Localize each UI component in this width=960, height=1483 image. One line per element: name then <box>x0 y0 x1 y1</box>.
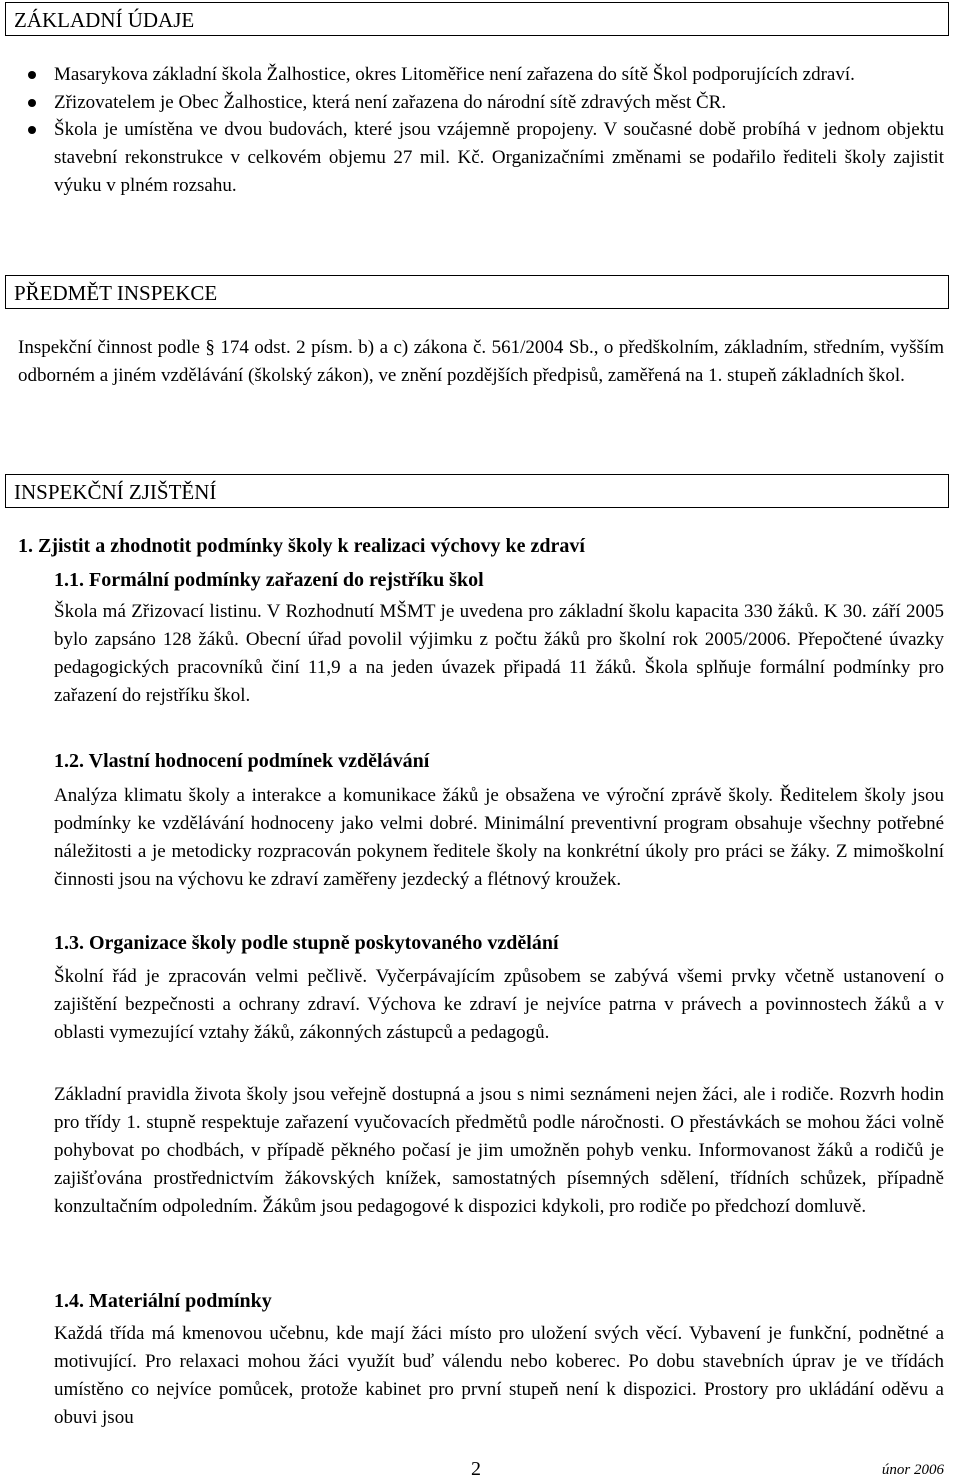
bullet-icon <box>28 71 36 79</box>
paragraph-1-1: Škola má Zřizovací listinu. V Rozhodnutí MŠMT je uvedena pro základní školu kapacita 330 žáků. K 30. září 2005 bylo zapsáno 128 žáků. Obecní úřad povolil výjimku z počtu žáků pro školní rok 2005/2006. Přepočtené úvazky pedagogických pracovníků činí 11,9 a na jeden úvazek připadá 11 žáků. Škola splňuje formální podmínky pro zařazení do rejstříku škol. <box>54 601 944 706</box>
section-heading-zakladni-udaje: ZÁKLADNÍ ÚDAJE <box>5 2 949 36</box>
finding-heading-1: 1. Zjistit a zhodnotit podmínky školy k realizaci výchovy ke zdraví <box>18 535 585 557</box>
section-heading-predmet-inspekce: PŘEDMĚT INSPEKCE <box>5 275 949 309</box>
footer-date: únor 2006 <box>881 1462 944 1478</box>
basic-info-list <box>54 61 944 200</box>
subheading-1-2: 1.2. Vlastní hodnocení podmínek vzdělávání <box>54 750 430 772</box>
bullet-icon <box>28 99 36 107</box>
section-heading-inspekcni-zjisteni: INSPEKČNÍ ZJIŠTĚNÍ <box>5 474 949 508</box>
subheading-1-1: 1.1. Formální podmínky zařazení do rejstříku škol <box>54 569 484 591</box>
subheading-1-4: 1.4. Materiální podmínky <box>54 1290 272 1312</box>
page-number: 2 <box>471 1458 481 1480</box>
paragraph-1-4: Každá třída má kmenovou učebnu, kde mají žáci místo pro uložení svých věcí. Vybavení je funkční, podnětné a motivující. Pro relaxaci mohou žáci využít buď válendu nebo koberec. Po dobu stavebních úprav je ve třídách umístěno co nejvíce pomůcek, protože kabinet pro první stupeň není k dispozici. Prostory pro ukládání oděvu a obuvi jsou <box>54 1323 944 1428</box>
list-item: Zřizovatelem je Obec Žalhostice, která není zařazena do národní sítě zdravých měst ČR. <box>54 89 944 117</box>
list-item: Škola je umístěna ve dvou budovách, které jsou vzájemně propojeny. V současné době probíhá v jednom objektu stavební rekonstrukce v celkovém objemu 27 mil. Kč. Organizačními změnami se podařilo řediteli školy zajistit výuku v plném rozsahu. <box>54 116 944 200</box>
paragraph-1-3b: Základní pravidla života školy jsou veřejně dostupná a jsou s nimi seznámeni nejen žáci, ale i rodiče. Rozvrh hodin pro třídy 1. stupně respektuje zařazení vyučovacích předmětů podle náročnosti. O přestávkách se mohou žáci volně pohybovat po chodbách, v případě pěkného počasí je jim umožněn pohyb venku. Informovanost žáků a rodičů je zajišťována prostřednictvím žákovských knížek, samostatných písemných sdělení, třídních schůzek, případně konzultačním odpoledním. Žákům jsou pedagogové k dispozici kdykoli, pro rodiče po předchozí domluvě. <box>54 1084 944 1217</box>
paragraph-1-2: Analýza klimatu školy a interakce a komunikace žáků je obsažena ve výroční zprávě školy. Ředitelem školy jsou podmínky ke vzdělávání hodnoceny jako velmi dobré. Minimální preventivní program obsahuje všechny potřebné náležitosti a je metodicky rozpracován pokynem ředitele školy na konkrétní úkoly pro práci se žáky. Z mimoškolní činnosti jsou na výchovu ke zdraví zaměřeny jezdecký a flétnový kroužek. <box>54 785 944 890</box>
subheading-1-3: 1.3. Organizace školy podle stupně poskytovaného vzdělání <box>54 932 559 954</box>
paragraph-1-3a: Školní řád je zpracován velmi pečlivě. Vyčerpávajícím způsobem se zabývá všemi prvky včetně ustanovení o zajištění bezpečnosti a ochrany zdraví. Výchova ke zdraví je nejvíce patrna v právech a povinnostech žáků a v oblasti vymezující vztahy žáků, zákonných zástupců a pedagogů. <box>54 966 944 1043</box>
bullet-icon <box>28 126 36 134</box>
list-item: Masarykova základní škola Žalhostice, okres Litoměřice není zařazena do sítě Škol podporujících zdraví. <box>54 61 944 89</box>
inspection-subject-text: Inspekční činnost podle § 174 odst. 2 písm. b) a c) zákona č. 561/2004 Sb., o předškolním, základním, středním, vyšším odborném a jiném vzdělávání (školský zákon), ve znění pozdějších předpisů, zaměřená na 1. stupeň základních škol. <box>18 337 944 386</box>
